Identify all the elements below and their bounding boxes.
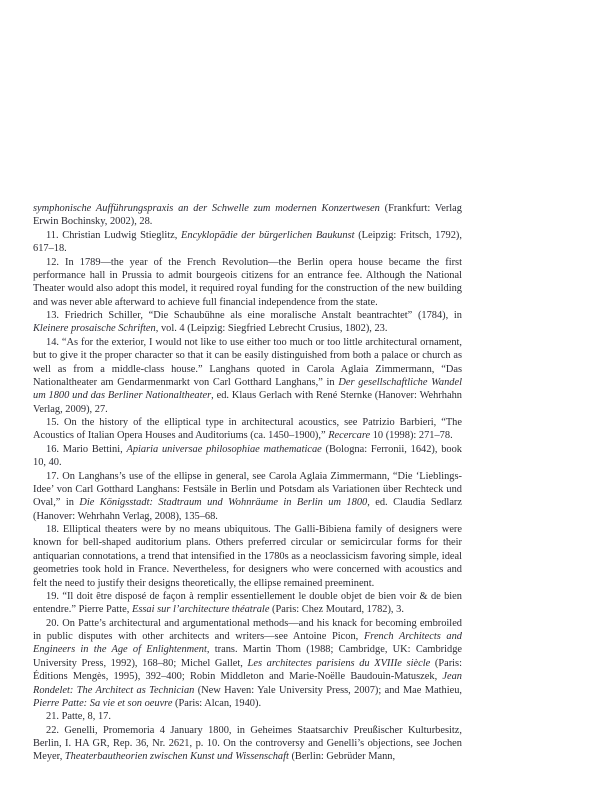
endnote-text-segment: Encyklopädie der bürgerlichen Baukunst bbox=[181, 229, 355, 241]
endnotes-text-block bbox=[33, 202, 462, 807]
endnote-text-segment: , trans. Martin Thom (1988; Cambridge, UK: Cambridge University Press, 1992), 168–80; Michel Gallet, bbox=[33, 644, 462, 669]
endnote-text-segment: French Architects and Engineers in the Age of Enlightenment bbox=[33, 631, 462, 656]
endnote-paragraph bbox=[33, 229, 462, 256]
endnote-paragraph bbox=[33, 710, 462, 723]
endnote-text-segment: Apiaria universae philosophiae mathematicae bbox=[126, 443, 322, 455]
endnote-text-segment: 15. On the history of the elliptical type in architectural acoustics, see Patrizio Barbieri, “The Acoustics of Italian Opera Houses and Auditoriums (ca. 1450–1900),” bbox=[33, 417, 462, 442]
endnote-text-segment: Kleinere prosaische Schriften bbox=[33, 323, 156, 335]
endnote-text-segment: (Frankfurt: Verlag Erwin Bochinsky, 2002), 28. bbox=[33, 203, 462, 228]
endnote-text-segment: 16. Mario Bettini, bbox=[46, 443, 127, 455]
endnote-text-segment: , ed. Klaus Gerlach with René Sternke (Hanover: Wehrhahn Verlag, 2009), 27. bbox=[33, 390, 462, 415]
endnote-paragraph bbox=[33, 470, 462, 524]
endnote-text-segment: (Paris: Alcan, 1940). bbox=[172, 697, 262, 709]
endnote-text-segment: 18. Elliptical theaters were by no means ubiquitous. The Galli-Bibiena family of designers were known for bell-shaped auditorium plans. Others preferred circular or semicircular forms for their antiquarian connotations, a trend that intensified in the 1780s as a neoclassicism favoring simple, ideal geometries took hold in France. Nevertheless, for designers who were concerned with acoustics and felt the need to justify their designs theoretically, the ellipse remained preeminent. bbox=[33, 524, 462, 589]
endnote-text-segment: , ed. Claudia Sedlarz (Hanover: Wehrhahn Verlag, 2008), 135–68. bbox=[33, 497, 462, 522]
endnote-paragraph bbox=[33, 443, 462, 470]
endnote-paragraph bbox=[33, 202, 462, 229]
endnote-text-segment: (Paris: Chez Moutard, 1782), 3. bbox=[269, 604, 404, 616]
endnote-paragraph bbox=[33, 590, 462, 617]
endnote-text-segment: 14. “As for the exterior, I would not like to use either too much or too little architectural ornament, but to give it the proper character so that it can be easily distinguished from both a palace or church as well as from a middle-class house.” Langhans quoted in Carola Aglaia Zimmermann, “Das Nationaltheater am Gendarmenmarkt von Carl Gotthard Langhans,” in bbox=[33, 336, 462, 388]
endnote-paragraph bbox=[33, 617, 462, 711]
endnote-text-segment: Essai sur l’architecture théatrale bbox=[131, 604, 270, 616]
endnote-text-segment: (New Haven: Yale University Press, 2007); and Mae Mathieu, bbox=[194, 684, 462, 696]
endnote-text-segment: 12. In 1789—the year of the French Revolution—the Berlin opera house became the first performance hall in Prussia to admit bourgeois citizens for an entrance fee. Although the National Theater would also adopt this model, it required royal funding for the construction of the new building and was never able afterward to achieve full financial independence from the state. bbox=[33, 256, 462, 308]
endnote-text-segment: Jean Rondelet: The Architect as Technician bbox=[33, 671, 462, 696]
endnote-text-segment: 10 (1998): 271–78. bbox=[370, 430, 453, 442]
endnote-text-segment: (Bologna: Ferronii, 1642), book 10, 40. bbox=[33, 443, 462, 469]
endnote-text-segment: Der gesellschaftliche Wandel um 1800 und das Berliner Nationaltheater bbox=[33, 376, 462, 402]
endnote-text-segment: 17. On Langhans’s use of the ellipse in general, see Carola Aglaia Zimmermann, “Die ‘Lieblings-Idee’ von Carl Gotthard Langhans: Festsäle in Berlin und Potsdam als Variationen über Rechteck und Oval,” in bbox=[33, 470, 462, 509]
endnote-text-segment: 22. Genelli, Promemoria 4 January 1800, in Geheimes Staatsarchiv Preußischer Kulturbesitz, Berlin, I. HA GR, Rep. 36, Nr. 2621, p. 10. On the controversy and Genelli’s objections, see Jochen Meyer, bbox=[33, 724, 462, 763]
endnote-text-segment: (Paris: Éditions Mengès, 1995), 392–400; Robin Middleton and Marie-Noëlle Baudouin-Matuszek, bbox=[33, 657, 462, 683]
endnote-paragraph bbox=[33, 416, 462, 443]
endnote-text-segment: 11. Christian Ludwig Stieglitz, bbox=[46, 229, 182, 241]
endnote-text-segment: Die Königsstadt: Stadtraum und Wohnräume in Berlin um 1800 bbox=[79, 497, 368, 509]
endnote-text-segment: Theaterbautheorien zwischen Kunst und Wissenschaft bbox=[64, 751, 289, 763]
endnote-text-segment: 13. Friedrich Schiller, “Die Schaubühne als eine moralische Anstalt beantrachtet” (1784), in bbox=[46, 310, 462, 321]
endnote-text-segment: (Berlin: Gebrüder Mann, bbox=[288, 751, 396, 763]
endnote-paragraph bbox=[33, 724, 462, 764]
endnote-paragraph bbox=[33, 309, 462, 336]
endnote-text-segment: 20. On Patte’s architectural and argumentational methods—and his knack for becoming embroiled in public disputes with other architects and writers—see Antoine Picon, bbox=[33, 617, 462, 642]
endnote-text-segment: , vol. 4 (Leipzig: Siegfried Lebrecht Crusius, 1802), 23. bbox=[155, 323, 388, 335]
endnote-paragraph bbox=[33, 336, 462, 416]
endnote-paragraph bbox=[33, 523, 462, 590]
endnote-text-segment: Recercare bbox=[328, 430, 371, 442]
endnote-paragraph bbox=[33, 256, 462, 310]
endnote-text-segment: (Leipzig: Fritsch, 1792), 617–18. bbox=[33, 229, 462, 255]
endnote-text-segment: Pierre Patte: Sa vie et son oeuvre bbox=[33, 697, 173, 709]
endnote-text-segment: 19. “Il doit être disposé de façon à remplir essentiellement le double objet de bien voir & de bien entendre.” Pierre Patte, bbox=[33, 590, 462, 616]
endnote-text-segment: 21. Patte, 8, 17. bbox=[46, 711, 111, 723]
endnote-text-segment: symphonische Aufführungspraxis an der Schwelle zum modernen Konzertwesen bbox=[33, 203, 380, 214]
endnote-text-segment: Les architectes parisiens du XVIIIe siècle bbox=[247, 657, 431, 669]
